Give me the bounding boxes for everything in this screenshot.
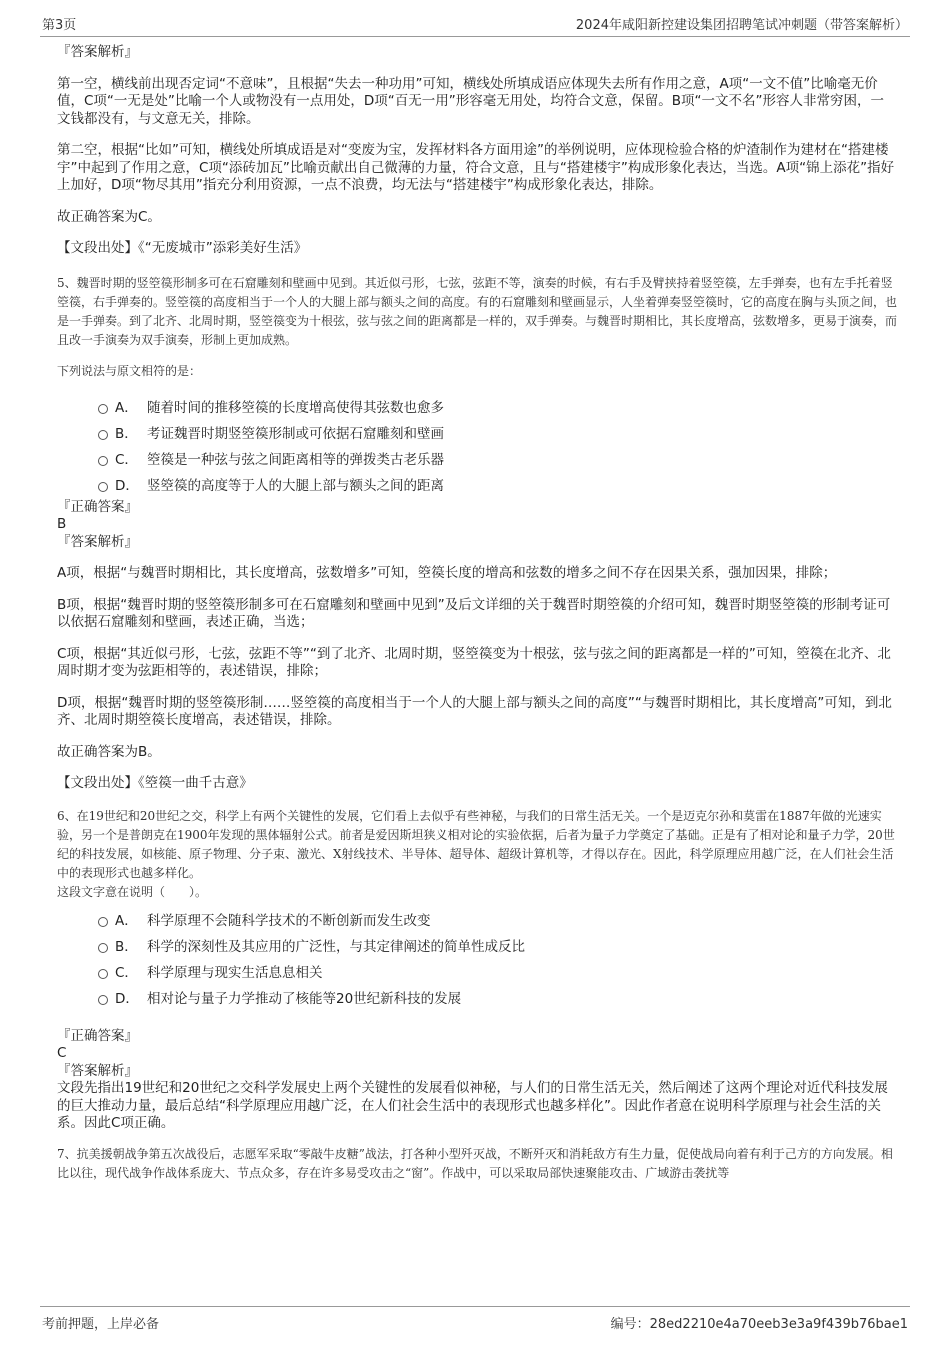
radio-button[interactable] <box>98 995 108 1005</box>
q6-options <box>57 908 897 1012</box>
document-body <box>57 44 897 1183</box>
option-letter: C． <box>115 964 138 981</box>
option-letter: C． <box>115 451 138 468</box>
q6-answer: C <box>57 1045 67 1061</box>
q7-stem: 7、抗美援朝战争第五次战役后，志愿军采取“零敲牛皮糖”战法，打各种小型歼灭战，不断歼灭和消耗敌方有生力量，促使战局向着有利于己方的方向发展。相比以往，现代战争作战体系庞大、节点众多，存在许多易受攻击之“窗”。作战中，可以采取局部快速聚能攻击、广域游击袭扰等 <box>57 1146 893 1180</box>
q6-analysis: 文段先指出19世纪和20世纪之交科学发展史上两个关键性的发展看似神秘，与人们的日常生活无关，然后阐述了这两个理论对近代科技发展的巨大推动力量，最后总结“科学原理应用越广泛，在人们社会生活中的表现形式也越多样化”。因此作者意在说明科学原理与社会生活的关系。因此C项正确。 <box>57 1080 888 1131</box>
radio-button[interactable] <box>98 482 108 492</box>
option-text: 科学的深刻性及其应用的广泛性，与其定律阐述的简单性成反比 <box>147 938 525 955</box>
option-text: 箜篌是一种弦与弦之间距离相等的弹拨类古老乐器 <box>147 451 444 468</box>
radio-button[interactable] <box>98 456 108 466</box>
q5-stem: 5、魏晋时期的竖箜篌形制多可在石窟雕刻和壁画中见到。其近似弓形，七弦，弦距不等，演奏的时候，有右手及臂挟持着竖箜篌，左手弹奏，也有左手托着竖箜篌，右手弹奏的。竖箜篌的高度相当于一个人的大腿上部与额头之间的高度。有的石窟雕刻和壁画显示，人坐着弹奏竖箜篌时，它的高度在胸与头顶之间，也是一手弹奏。到了北齐、北周时期，竖箜篌变为十根弦，弦与弦之间的距离都是一样的，双手弹奏。与魏晋时期相比，其长度增高，弦数增多，更易于演奏，而且改一手演奏为双手演奏，形制上更加成熟。 <box>57 275 898 347</box>
option-text: 科学原理与现实生活息息相关 <box>147 964 323 981</box>
footer-slogan: 考前押题，上岸必备 <box>42 1317 160 1332</box>
q6-option-a[interactable] <box>57 908 897 934</box>
radio-button[interactable] <box>98 969 108 979</box>
option-text: 随着时间的推移箜篌的长度增高使得其弦数也愈多 <box>147 399 444 416</box>
q4-conclusion: 故正确答案为C。 <box>57 208 161 225</box>
footer-code-label: 编号： <box>610 1317 650 1332</box>
q5-options <box>57 395 897 499</box>
option-text: 考证魏晋时期竖箜篌形制或可依据石窟雕刻和壁画 <box>147 425 444 442</box>
q5-conclusion: 故正确答案为B。 <box>57 743 161 760</box>
q5-analysis-d: D项，根据“魏晋时期的竖箜篌形制……竖箜篌的高度相当于一个人的大腿上部与额头之间的高度”“与魏晋时期相比，其长度增高”可知，到北齐、北周时期箜篌长度增高，表述错误，排除。 <box>57 694 892 728</box>
option-text: 相对论与量子力学推动了核能等20世纪新科技的发展 <box>147 990 462 1007</box>
radio-button[interactable] <box>98 943 108 953</box>
option-letter: D． <box>115 990 139 1007</box>
footer-code-value: 28ed2210e4a70eeb3e3a9f439b76bae1 <box>649 1317 908 1332</box>
page-footer <box>40 1306 910 1331</box>
q6-option-b[interactable] <box>57 934 897 960</box>
q6-analysis-label: 『答案解析』 <box>57 1062 138 1079</box>
q4-analysis-para2: 第二空，根据“比如”可知，横线处所填成语是对“变废为宝，发挥材料各方面用途”的举例说明，应体现检验合格的炉渣制作为建材在“搭建楼宇”中起到了作用之意，C项“添砖加瓦”比喻贡献出自己微薄的力量，符合文意，且与“搭建楼宇”构成形象化表达，当选。A项“锦上添花”指好上加好，D项“物尽其用”指充分利用资源，一点不浪费，均无法与“搭建楼宇”构成形象化表达，排除。 <box>57 142 895 193</box>
document-title: 2024年咸阳新控建设集团招聘笔试冲刺题（带答案解析） <box>575 18 908 33</box>
q6-stem: 6、在19世纪和20世纪之交，科学上有两个关键性的发展，它们看上去似乎有些神秘，与我们的日常生活无关。一个是迈克尔孙和莫雷在1887年做的光速实验，另一个是普朗克在1900年发现的黑体辐射公式。前者是爱因斯坦狭义相对论的实验依据，后者为量子力学奠定了基础。正是有了相对论和量子力学，20世纪的科技发展，如核能、原子物理、分子束、激光、X射线技术、半导体、超导体、超级计算机等，才得以存在。因此，科学原理应用越广泛，在人们社会生活中的表现形式也越多样化。 <box>57 808 895 880</box>
q5-option-c[interactable] <box>57 447 897 473</box>
q5-analysis-b: B项，根据“魏晋时期的竖箜篌形制多可在石窟雕刻和壁画中见到”及后文详细的关于魏晋时期箜篌的介绍可知，魏晋时期竖箜篌的形制考证可以依据石窟雕刻和壁画，表述正确，当选； <box>57 596 891 630</box>
option-text: 竖箜篌的高度等于人的大腿上部与额头之间的距离 <box>147 477 444 494</box>
q5-question: 下列说法与原文相符的是： <box>57 363 202 378</box>
radio-button[interactable] <box>98 430 108 440</box>
option-letter: D． <box>115 477 139 494</box>
q6-option-d[interactable] <box>57 986 897 1012</box>
option-letter: B． <box>115 425 138 442</box>
radio-button[interactable] <box>98 917 108 927</box>
q5-analysis-a: A项，根据“与魏晋时期相比，其长度增高，弦数增多”可知，箜篌长度的增高和弦数的增多之间不存在因果关系，强加因果，排除； <box>57 565 837 581</box>
footer-code <box>611 1313 908 1332</box>
q4-analysis-label: 『答案解析』 <box>57 44 138 60</box>
q4-analysis-para1: 第一空，横线前出现否定词“不意味”，且根据“失去一种功用”可知，横线处所填成语应体现失去所有作用之意，A项“一文不值”比喻毫无价值，C项“一无是处”比喻一个人或物没有一点用处，D项“百无一用”形容毫无用处，均符合文意，保留。B项“一文不名”形容人非常穷困，一文钱都没有，与文意无关，排除。 <box>57 75 885 127</box>
q5-analysis-c: C项，根据“其近似弓形，七弦，弦距不等”“到了北齐、北周时期，竖箜篌变为十根弦，弦与弦之间的距离都是一样的”可知，箜篌在北齐、北周时期才变为弦距相等的，表述错误，排除； <box>57 645 891 679</box>
q5-option-b[interactable] <box>57 421 897 447</box>
q5-option-a[interactable] <box>57 395 897 421</box>
q5-answer: B <box>57 516 67 532</box>
q6-answer-label: 『正确答案』 <box>57 1027 138 1044</box>
q6-question: 这段文字意在说明（ ）。 <box>57 884 208 899</box>
q6-option-c[interactable] <box>57 960 897 986</box>
option-letter: A． <box>115 399 138 416</box>
page-number: 第3页 <box>42 18 77 33</box>
radio-button[interactable] <box>98 404 108 414</box>
page-header <box>40 14 910 37</box>
q5-source: 【文段出处】《箜篌一曲千古意》 <box>57 775 253 791</box>
q4-source: 【文段出处】《“无废城市”添彩美好生活》 <box>57 240 308 256</box>
option-text: 科学原理不会随科学技术的不断创新而发生改变 <box>147 912 431 929</box>
q5-option-d[interactable] <box>57 473 897 499</box>
option-letter: B． <box>115 938 138 955</box>
option-letter: A． <box>115 912 138 929</box>
q5-answer-label: 『正确答案』 <box>57 498 138 515</box>
q5-analysis-label: 『答案解析』 <box>57 533 138 550</box>
